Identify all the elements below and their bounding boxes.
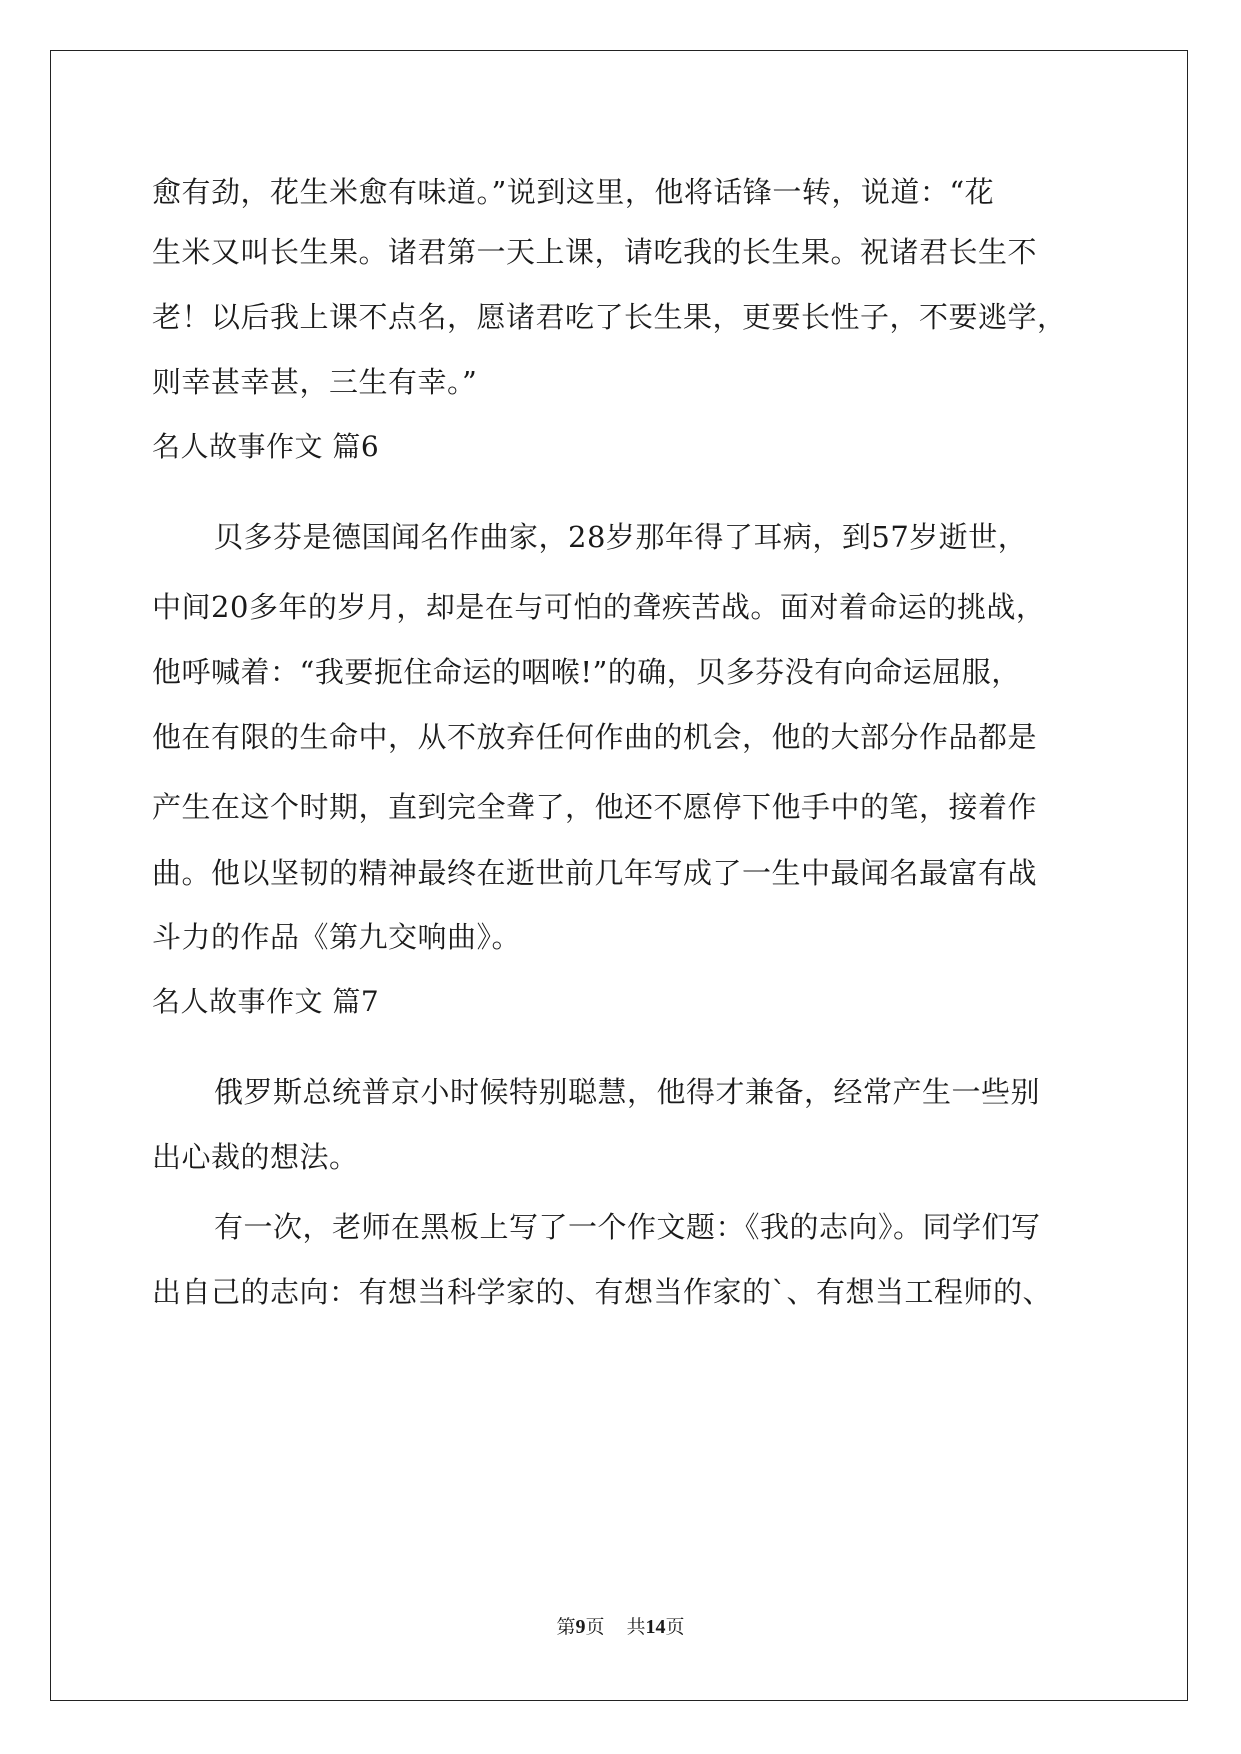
section-heading: 名人故事作文 篇6 bbox=[152, 430, 380, 463]
paragraph-line: 中间20多年的岁月，却是在与可怕的聋疾苦战。面对着命运的挑战， bbox=[152, 590, 1046, 624]
paragraph-line: 斗力的作品《第九交响曲》。 bbox=[152, 920, 522, 954]
paragraph-line: 老！以后我上课不点名，愿诸君吃了长生果，更要长性子，不要逃学， bbox=[152, 300, 1067, 334]
paragraph-line: 出自己的志向：有想当科学家的、有想当作家的`、有想当工程师的、 bbox=[152, 1275, 1053, 1309]
paragraph-line: 他呼喊着：“我要扼住命运的咽喉!”的确，贝多芬没有向命运屈服， bbox=[152, 655, 1021, 689]
paragraph-line: 贝多芬是德国闻名作曲家，28岁那年得了耳病，到57岁逝世， bbox=[214, 520, 1028, 554]
total-pages: 14 bbox=[645, 1616, 666, 1638]
page-footer bbox=[0, 1614, 1241, 1640]
paragraph-line: 他在有限的生命中，从不放弃任何作曲的机会，他的大部分作品都是 bbox=[152, 720, 1038, 754]
paragraph-line: 曲。他以坚韧的精神最终在逝世前几年写成了一生中最闻名最富有战 bbox=[152, 856, 1038, 890]
paragraph-line: 有一次，老师在黑板上写了一个作文题：《我的志向》。同学们写 bbox=[214, 1210, 1041, 1244]
section-heading: 名人故事作文 篇7 bbox=[152, 985, 380, 1018]
paragraph-line: 则幸甚幸甚，三生有幸。” bbox=[152, 365, 478, 399]
paragraph-line: 生米又叫长生果。诸君第一天上课，请吃我的长生果。祝诸君长生不 bbox=[152, 235, 1038, 269]
total-suffix: 页 bbox=[665, 1616, 685, 1638]
page-number: 9 bbox=[575, 1616, 586, 1638]
paragraph-line: 出心裁的想法。 bbox=[152, 1140, 359, 1174]
paragraph-line: 俄罗斯总统普京小时候特别聪慧，他得才兼备，经常产生一些别 bbox=[214, 1075, 1041, 1109]
paragraph-line: 产生在这个时期，直到完全聋了，他还不愿停下他手中的笔，接着作 bbox=[152, 790, 1038, 824]
page-prefix: 第 bbox=[556, 1616, 576, 1638]
page-suffix: 页 bbox=[585, 1616, 605, 1638]
total-prefix: 共 bbox=[626, 1616, 646, 1638]
paragraph-line: 愈有劲，花生米愈有味道。”说到这里，他将话锋一转，说道：“花 bbox=[152, 175, 995, 209]
